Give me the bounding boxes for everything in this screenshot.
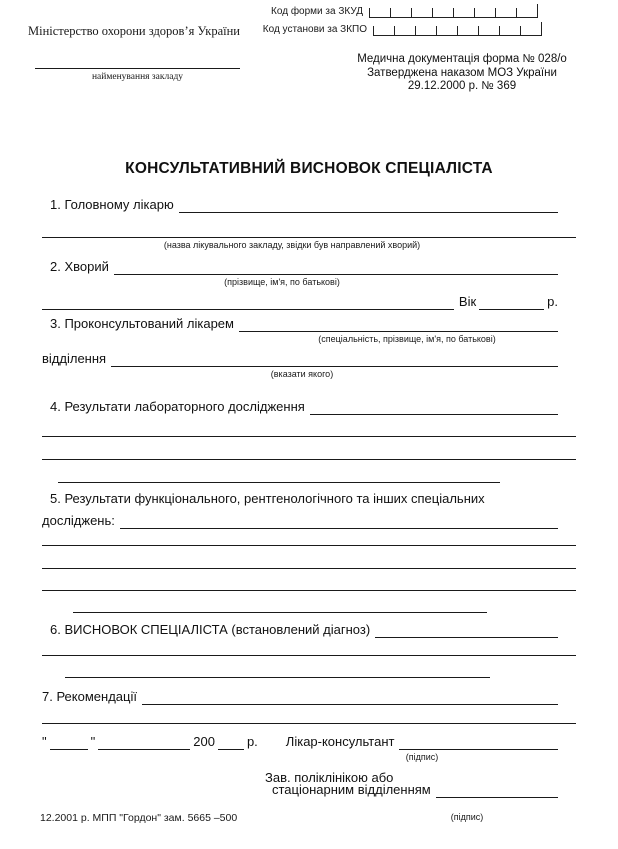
- code-cell: [457, 26, 478, 35]
- code-cell: [369, 8, 390, 17]
- ministry-name: Міністерство охорони здоров’я України: [28, 24, 240, 38]
- doc-approval-date: 29.12.2000 р. № 369: [407, 80, 517, 92]
- form-body: [42, 160, 576, 724]
- doc-form-number: Медична документація форма № 028/о: [357, 53, 567, 65]
- code-cell: [432, 8, 453, 17]
- code-cell: [415, 26, 436, 35]
- field-5-label-line-2: досліджень:: [42, 513, 115, 528]
- head-physician-row: [272, 776, 558, 798]
- field-4-blank-line-3: [42, 459, 576, 460]
- field-1-row: [42, 191, 558, 213]
- field-6-blank-line-3: [65, 677, 490, 678]
- date-year-suffix: р.: [246, 734, 258, 749]
- field-5-label-line-1: 5. Результати функціонального, рентгенологічного та інших спеціальних: [50, 491, 485, 506]
- field-5-blank-line-4: [42, 590, 576, 591]
- field-1-blank-line-2: [42, 237, 576, 238]
- consultant-signature-caption: (підпис): [405, 752, 439, 762]
- field-3-label: 3. Проконсультований лікарем: [50, 316, 234, 331]
- field-5-blank-line-5: [73, 612, 487, 613]
- form-code-label: Код форми за ЗКУД: [271, 6, 363, 17]
- field-5-blank-line-3: [42, 568, 576, 569]
- consultant-signature-blank: [399, 748, 558, 750]
- institution-code-label: Код установи за ЗКПО: [262, 24, 367, 35]
- doc-approved-by: Затверджена наказом МОЗ України: [367, 66, 557, 79]
- code-cell: [411, 8, 432, 17]
- date-month-blank: [98, 748, 190, 750]
- field-6-label: 6. ВИСНОВОК СПЕЦІАЛІСТА (встановлений діагноз): [50, 622, 371, 637]
- code-cell: [520, 26, 541, 35]
- code-cell: [495, 8, 516, 17]
- field-7-label: 7. Рекомендації: [42, 689, 137, 704]
- field-5-blank: [120, 527, 558, 529]
- code-cell: [516, 8, 537, 17]
- field-4-blank-line-4: [58, 482, 500, 483]
- field-7-blank-line-2: [42, 723, 576, 724]
- age-label: Вік: [458, 294, 477, 309]
- field-6-row: [42, 616, 558, 638]
- form-code-row: [271, 4, 538, 18]
- department-blank: [111, 365, 558, 367]
- form-code-cells: [369, 4, 538, 18]
- code-cell: [478, 26, 499, 35]
- code-cell: [453, 8, 474, 17]
- field-3-blank: [239, 330, 558, 332]
- age-suffix: р.: [547, 294, 558, 309]
- institution-caption: найменування закладу: [91, 72, 184, 82]
- code-cell: [373, 26, 394, 35]
- field-1-label: 1. Головному лікарю: [50, 197, 174, 212]
- field-6-blank-line-2: [42, 655, 576, 656]
- date-and-consultant-row: [42, 728, 558, 750]
- code-cell: [390, 8, 411, 17]
- signoff-block: [42, 728, 576, 822]
- institution-code-cells: [373, 22, 542, 36]
- field-5-blank-line-2: [42, 545, 576, 546]
- head-physician-label-line-1: Зав. поліклінікою або: [265, 770, 394, 785]
- field-6-blank: [375, 636, 558, 638]
- code-cell: [474, 8, 495, 17]
- head-physician-label-line-2: стаціонарним відділенням: [272, 782, 431, 797]
- field-3-caption: (спеціальність, прізвище, ім'я, по батькові): [318, 334, 496, 344]
- code-cell: [436, 26, 457, 35]
- field-2-label: 2. Хворий: [50, 259, 109, 274]
- department-caption: (вказати якого): [270, 369, 334, 379]
- field-2-blank: [114, 273, 558, 275]
- date-year-blank: [218, 748, 244, 750]
- field-3-row: [42, 310, 558, 332]
- institution-code-row: [263, 22, 542, 36]
- field-4-row: [42, 393, 558, 415]
- date-quote-open: ": [42, 734, 47, 749]
- institution-name-blank: [35, 68, 240, 69]
- field-7-row: [42, 683, 558, 705]
- age-blank: [479, 308, 544, 310]
- field-4-blank: [310, 413, 558, 415]
- field-4-label: 4. Результати лабораторного дослідження: [50, 399, 305, 414]
- department-row: [42, 345, 558, 367]
- field-2-blank-line-2: [42, 308, 454, 310]
- date-quote-close: ": [90, 734, 96, 749]
- date-day-blank: [50, 748, 88, 750]
- field-7-blank: [142, 703, 558, 705]
- print-imprint: 12.2001 р. МПП "Гордон" зам. 5665 –500: [40, 812, 238, 824]
- field-4-blank-line-2: [42, 436, 576, 437]
- age-row: [42, 288, 558, 310]
- date-year-prefix: 200: [193, 734, 215, 749]
- code-cell: [394, 26, 415, 35]
- field-5-row: [42, 507, 558, 529]
- head-signature-blank: [436, 796, 558, 798]
- field-1-blank: [179, 211, 558, 213]
- doc-approval-block: [318, 53, 606, 94]
- head-signature-caption: (підпис): [450, 812, 484, 822]
- field-1-caption: (назва лікувального закладу, звідки був направлений хворий): [163, 240, 421, 250]
- code-cell: [499, 26, 520, 35]
- department-label: відділення: [42, 351, 107, 366]
- form-title: КОНСУЛЬТАТИВНИЙ ВИСНОВОК СПЕЦІАЛІСТА: [125, 160, 493, 177]
- field-2-caption: (прізвище, ім'я, по батькові): [224, 277, 340, 287]
- consultant-label: Лікар-консультант: [285, 734, 395, 749]
- field-2-row: [42, 253, 558, 275]
